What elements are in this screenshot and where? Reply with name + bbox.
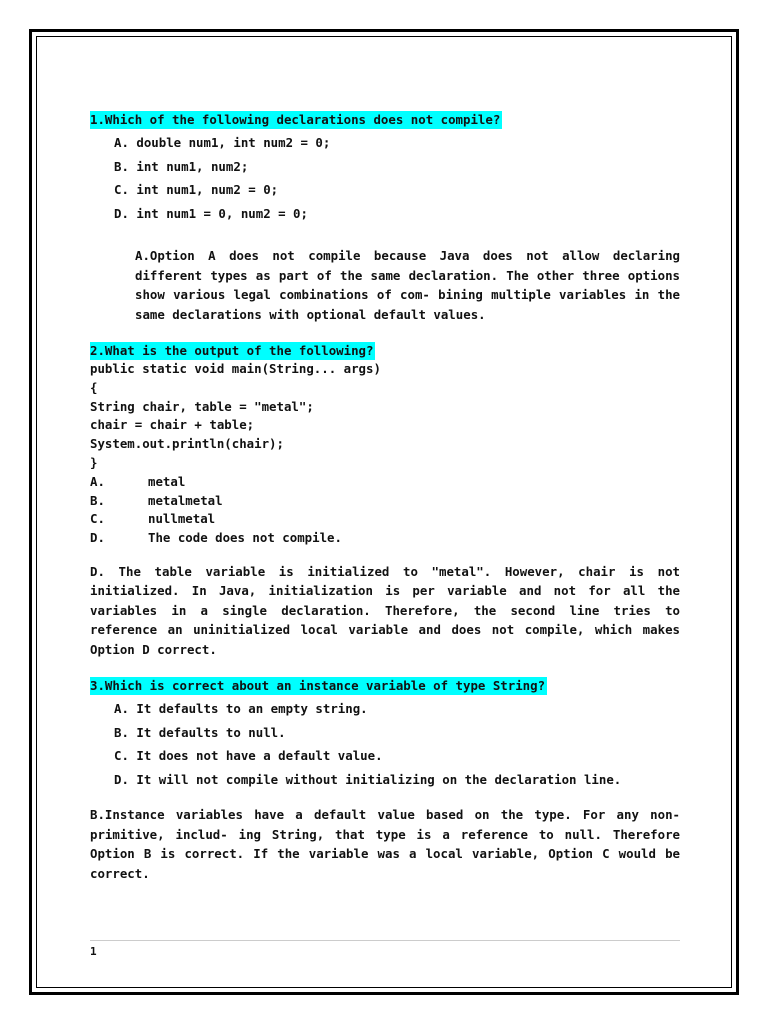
option-b [90,492,680,511]
option-text: nullmetal [148,511,216,527]
option-a: A. It defaults to an empty string. [114,701,368,717]
code-block [90,360,680,473]
option-c [90,510,680,529]
option-c: C. int num1, num2 = 0; [114,182,279,197]
option-a [90,473,680,492]
question-3 [90,677,680,883]
code-line: chair = chair + table; [90,417,255,433]
code-line: String chair, table = "metal"; [90,398,314,414]
page-number: 1 [90,945,97,958]
option-b: B. int num1, num2; [114,158,249,174]
question-1-options [90,131,680,225]
question-3-options [90,697,680,791]
option-text: The code does not compile. [148,530,342,546]
question-3-explanation: B.Instance variables have a default value based on the type. For any non-primitive, includ- ing String, that type is a reference to null. Therefore Option B is correct. If the variable was a local variable, Option C would be correct. [90,807,680,881]
question-1-title: 1.Which of the following declarations does not compile? [90,112,501,127]
option-d [90,529,680,548]
code-line: { [90,379,98,395]
question-2-explanation: D. The table variable is initialized to "metal". However, chair is not initialized. In Java, initialization is per variable and not for all the variables in a single declaration. Therefore, the second line tries to reference an uninitialized local variable and does not compile, which makes Option D correct. [90,563,680,657]
option-key: B. [90,492,105,508]
code-line: public static void main(String... args) [90,361,381,376]
question-2 [90,342,680,659]
option-b: B. It defaults to null. [114,724,286,740]
code-line: System.out.println(chair); [90,436,284,452]
option-d: D. int num1 = 0, num2 = 0; [114,205,308,221]
option-text: metalmetal [148,492,223,508]
code-line: } [90,454,98,470]
question-1-explanation: A.Option A does not compile because Java does not allow declaring different types as part of the same declaration. The other three options show various legal combinations of com- bining multiple variables in the same declarations with optional default values. [135,248,680,322]
question-2-title: 2.What is the output of the following? [90,343,374,358]
question-2-options [90,473,680,548]
option-d: D. It will not compile without initializing on the declaration line. [114,771,622,787]
question-1 [90,111,680,324]
option-a: A. double num1, int num2 = 0; [114,135,331,150]
option-key: A. [90,473,105,489]
option-key: C. [90,511,105,527]
option-key: D. [90,530,105,546]
option-text: metal [148,473,186,489]
question-3-title: 3.Which is correct about an instance variable of type String? [90,678,546,694]
document-body [90,111,680,883]
option-c: C. It does not have a default value. [114,748,383,764]
footer-divider [90,940,680,941]
